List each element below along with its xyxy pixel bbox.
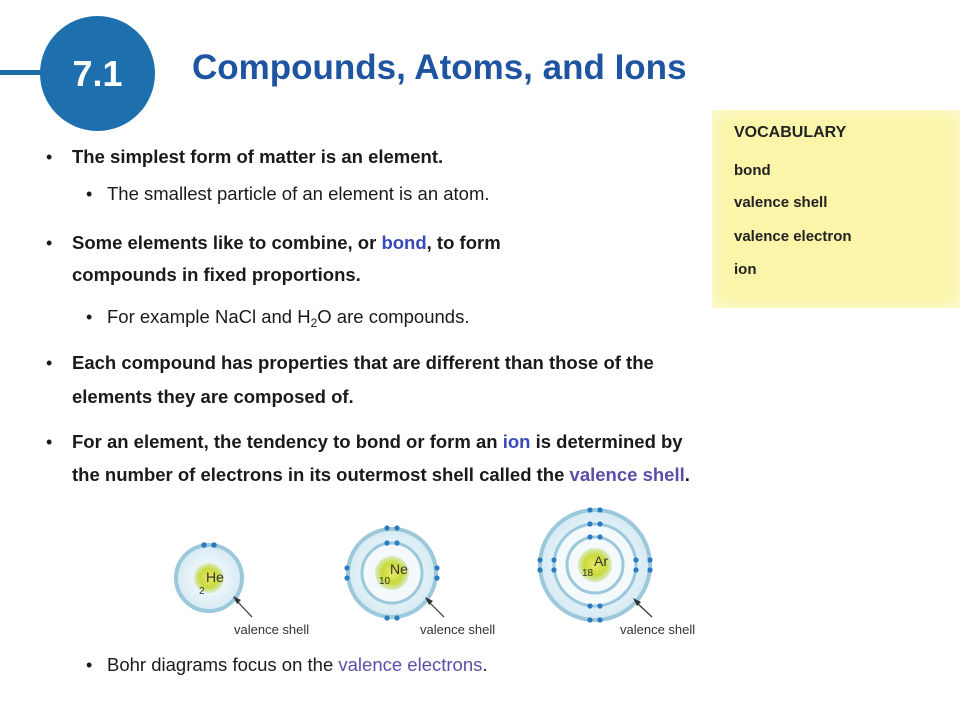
electron [201,542,207,548]
bullet-text: For an element, the tendency to bond or form an ion is determined by [72,431,683,452]
electron [384,615,389,620]
electron [587,521,592,526]
keyword-ion: ion [502,431,531,452]
bullet-dot: • [46,233,53,253]
keyword-valence-electrons: valence electrons [338,654,483,675]
bullet-text: Some elements like to combine, or bond, to form [72,232,501,253]
helium-diagram [176,542,252,617]
bullet-dot: • [86,655,93,675]
electron [633,567,638,572]
bullet-text-continued: elements they are composed of. [72,386,354,407]
electron [597,507,602,512]
section-number: 7.1 [72,52,123,94]
atomic-number: 18 [582,568,594,579]
electron [597,521,602,526]
electron [597,603,602,608]
electron [394,615,399,620]
sub-bullet-text: For example NaCl and $H_2O$ are compounds. [107,306,470,330]
electron [647,567,652,572]
electron [597,617,602,622]
keyword-valence-shell: valence shell [569,464,685,485]
keyword-bond: bond [381,232,427,253]
sub-bullet-text: Bohr diagrams focus on the valence electrons. [107,654,488,675]
electron [537,557,542,562]
vocabulary-term: ion [734,261,757,278]
electron [597,534,602,539]
electron [434,565,439,570]
electron [551,567,556,572]
page-title: Compounds, Atoms, and Ions [192,48,687,87]
vocabulary-term: valence electron [734,228,852,245]
bullet-text-continued: the number of electrons in its outermost shell called the valence shell. [72,464,690,485]
electron [394,540,399,545]
electron [587,603,592,608]
electron [633,557,638,562]
electron [384,525,389,530]
vocabulary-term: valence shell [734,194,828,211]
electron [384,540,389,545]
bullet-dot: • [46,432,53,452]
argon-diagram [537,507,652,622]
bullet-dot: • [46,353,53,373]
neon-diagram [344,525,444,620]
diagram-caption: valence shell [620,622,696,637]
element-symbol: Ar [594,553,608,569]
electron [587,617,592,622]
vocabulary-heading: VOCABULARY [734,124,847,141]
atomic-number: 10 [379,576,391,587]
diagram-caption: valence shell [234,622,310,637]
electron [211,542,217,548]
bullet-text-continued: compounds in fixed proportions. [72,264,361,285]
element-symbol: He [206,569,224,585]
electron [344,575,349,580]
sub-bullet-text: The smallest particle of an element is an atom. [107,183,490,204]
electron [647,557,652,562]
element-symbol: Ne [390,561,408,577]
bullet-dot: • [86,184,93,204]
electron [394,525,399,530]
diagram-caption: valence shell [420,622,496,637]
electron [587,507,592,512]
bullet-dot: • [86,307,93,327]
electron [344,565,349,570]
bullet-dot: • [46,147,53,167]
electron [587,534,592,539]
atomic-number: 2 [199,586,205,597]
bullet-text: The simplest form of matter is an element. [72,146,444,167]
electron [537,567,542,572]
bullet-text: Each compound has properties that are different than those of the [72,352,654,373]
electron [551,557,556,562]
electron [434,575,439,580]
vocabulary-term: bond [734,162,771,179]
